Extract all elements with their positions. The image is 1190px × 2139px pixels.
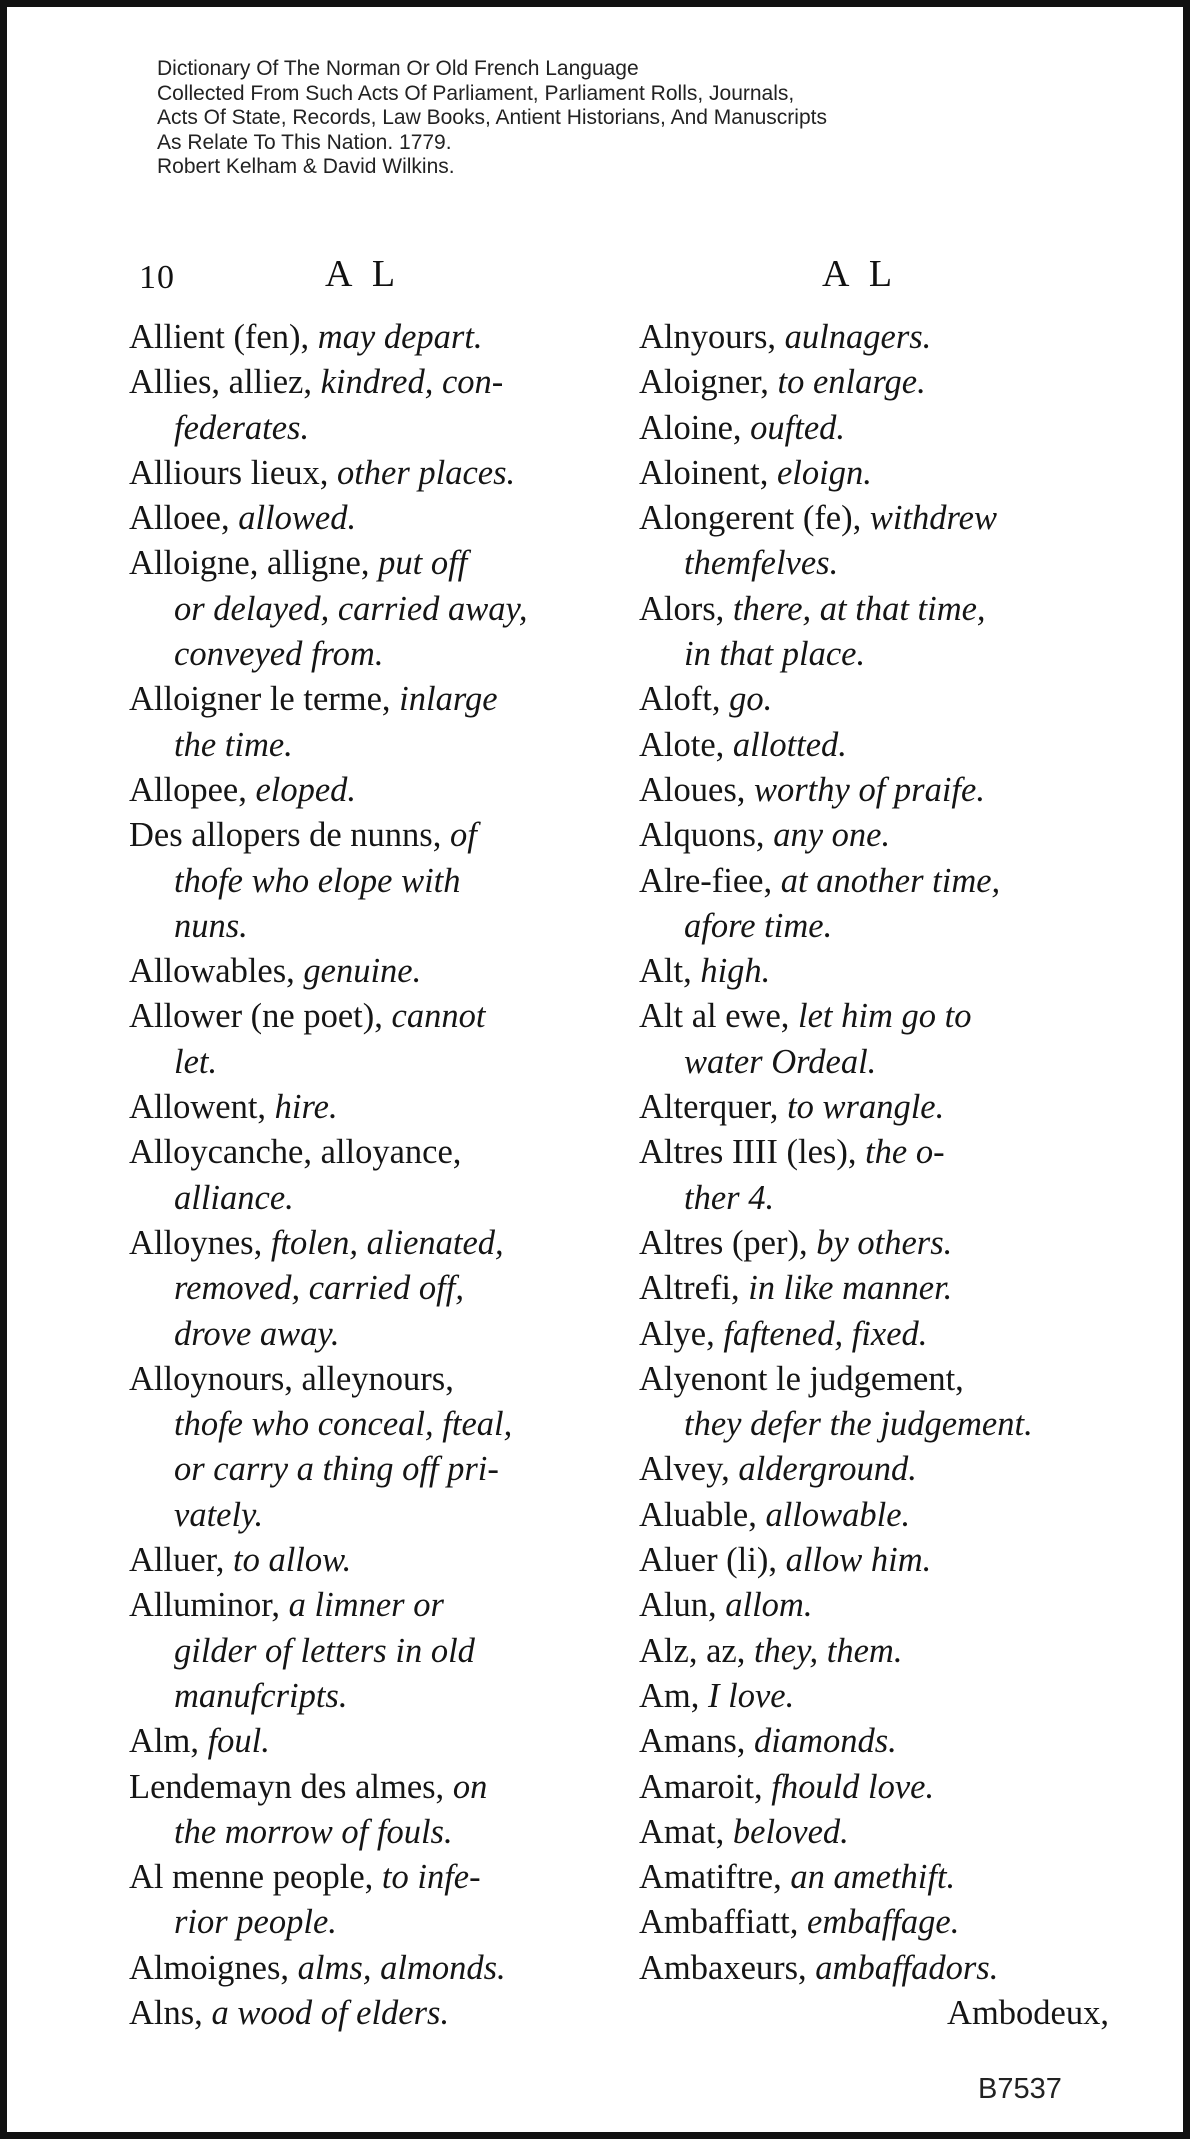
entry-term: Alre-fiee, bbox=[639, 861, 781, 900]
entry-term: Allient (fen), bbox=[129, 318, 318, 356]
entry-continuation bbox=[129, 1402, 599, 1447]
dictionary-entry bbox=[639, 949, 1109, 994]
entry-term: Allower (ne poet), bbox=[129, 997, 392, 1036]
entry-gloss: themfelves. bbox=[684, 544, 839, 583]
dictionary-entry bbox=[639, 813, 1109, 858]
dictionary-entry bbox=[129, 1583, 599, 1628]
entry-term: Alz, az, bbox=[639, 1631, 754, 1670]
dictionary-entry bbox=[129, 677, 599, 722]
dictionary-entry bbox=[639, 1130, 1109, 1175]
entry-term: Alye, bbox=[639, 1314, 724, 1353]
entry-term: Aloigner, bbox=[639, 363, 778, 402]
caption-line: Robert Kelham & David Wilkins. bbox=[157, 155, 455, 178]
dictionary-entry bbox=[639, 768, 1109, 813]
entry-gloss: or delayed, carried away, bbox=[174, 589, 528, 628]
entry-term: Al menne people, bbox=[129, 1858, 382, 1897]
entry-continuation bbox=[639, 632, 1109, 677]
entry-gloss: kindred, con- bbox=[320, 363, 504, 402]
entry-gloss: eloped. bbox=[255, 770, 357, 809]
entry-continuation bbox=[639, 541, 1109, 586]
entry-gloss: put off bbox=[378, 544, 468, 583]
entry-continuation bbox=[639, 904, 1109, 949]
entry-term: Alns, bbox=[129, 1993, 212, 2032]
entry-gloss: beloved. bbox=[732, 1812, 849, 1851]
dictionary-entry bbox=[129, 1855, 599, 1900]
entry-gloss: withdrew bbox=[869, 499, 998, 538]
entry-gloss: fhould love. bbox=[771, 1767, 935, 1806]
entry-gloss: federates. bbox=[174, 408, 310, 447]
entry-gloss: let. bbox=[174, 1042, 218, 1081]
entry-term: Alquons, bbox=[639, 816, 774, 855]
entry-term: Alm, bbox=[129, 1722, 208, 1761]
entry-continuation bbox=[129, 1629, 599, 1674]
entry-continuation bbox=[129, 1810, 599, 1855]
entry-term: Alors, bbox=[639, 589, 733, 628]
entry-gloss: in like manner. bbox=[748, 1269, 953, 1308]
entry-term: Alluer, bbox=[129, 1541, 234, 1580]
entry-gloss: thofe who conceal, fteal, bbox=[174, 1405, 513, 1444]
entry-gloss: a wood of elders. bbox=[211, 1993, 450, 2032]
entry-gloss: allowed. bbox=[238, 499, 357, 538]
dictionary-entry bbox=[639, 1583, 1109, 1628]
dictionary-entry bbox=[639, 406, 1109, 451]
right-column bbox=[639, 315, 1109, 2036]
entry-gloss: embaffage. bbox=[807, 1903, 960, 1942]
entry-continuation bbox=[129, 1176, 599, 1221]
entry-term: Aloues, bbox=[639, 770, 754, 809]
entry-term: Alluminor, bbox=[129, 1586, 289, 1625]
caption-line: Dictionary Of The Norman Or Old French Language bbox=[157, 57, 639, 80]
dictionary-entry bbox=[639, 496, 1109, 541]
running-head-left: A L bbox=[325, 253, 402, 295]
dictionary-entry bbox=[129, 1130, 599, 1175]
caption-line: Collected From Such Acts Of Parliament, Parliament Rolls, Journals, bbox=[157, 81, 795, 105]
entry-gloss: or carry a thing off pri- bbox=[174, 1450, 499, 1489]
entry-term: Alloynours, alleynours, bbox=[129, 1359, 454, 1398]
entry-continuation bbox=[129, 1493, 599, 1538]
entry-gloss: an amethift. bbox=[790, 1858, 956, 1897]
entry-term: Alloigne, alligne, bbox=[129, 544, 379, 583]
entry-gloss: go. bbox=[729, 680, 773, 719]
entry-term: Alloee, bbox=[129, 499, 239, 538]
entry-continuation bbox=[129, 1447, 599, 1492]
entry-term: Altrefi, bbox=[639, 1269, 749, 1308]
entry-continuation bbox=[129, 406, 599, 451]
entry-term: Alloynes, bbox=[129, 1223, 271, 1262]
catalog-number: B7537 bbox=[978, 2073, 1062, 2105]
dictionary-entry bbox=[639, 360, 1109, 405]
entry-term: Am, bbox=[639, 1676, 708, 1715]
entry-term: Amaroit, bbox=[639, 1767, 772, 1806]
dictionary-entry bbox=[129, 1765, 599, 1810]
entry-gloss: inlarge bbox=[399, 680, 498, 719]
entry-gloss: alliance. bbox=[174, 1178, 294, 1217]
entry-term: Alloycanche, alloyance, bbox=[129, 1133, 462, 1172]
entry-gloss: allowable. bbox=[765, 1495, 911, 1534]
entry-gloss: faftened, fixed. bbox=[723, 1314, 928, 1353]
entry-gloss: to enlarge. bbox=[777, 363, 926, 402]
entry-gloss: water Ordeal. bbox=[684, 1042, 877, 1081]
entry-term: Alt, bbox=[639, 952, 701, 991]
dictionary-entry bbox=[639, 1810, 1109, 1855]
dictionary-entry bbox=[639, 677, 1109, 722]
entry-term: Alt al ewe, bbox=[639, 997, 799, 1036]
dictionary-entry bbox=[639, 1900, 1109, 1945]
entry-term: Des allopers de nunns, bbox=[129, 816, 450, 855]
entry-gloss: eloign. bbox=[776, 453, 872, 492]
left-column bbox=[129, 315, 599, 2036]
dictionary-entry bbox=[129, 949, 599, 994]
dictionary-entry bbox=[129, 1085, 599, 1130]
entry-gloss: they defer the judgement. bbox=[684, 1405, 1033, 1444]
entry-gloss: on bbox=[452, 1767, 488, 1806]
entry-term: Aloine, bbox=[639, 408, 751, 447]
dictionary-entry bbox=[129, 541, 599, 586]
entry-gloss: by others. bbox=[816, 1223, 953, 1262]
dictionary-entry bbox=[639, 1447, 1109, 1492]
entry-term: Alliours lieux, bbox=[129, 453, 337, 492]
entry-term: Alnyours, bbox=[639, 318, 785, 356]
dictionary-entry bbox=[129, 768, 599, 813]
entry-gloss: afore time. bbox=[684, 906, 833, 945]
running-head-right: A L bbox=[822, 253, 899, 295]
entry-term: Altres IIII (les), bbox=[639, 1133, 866, 1172]
dictionary-entry bbox=[129, 1357, 599, 1402]
entry-term: Lendemayn des almes, bbox=[129, 1767, 453, 1806]
entry-term: Ambaffiatt, bbox=[639, 1903, 807, 1942]
entry-gloss: nuns. bbox=[174, 906, 248, 945]
dictionary-entry bbox=[129, 994, 599, 1039]
entry-continuation bbox=[639, 1402, 1109, 1447]
entry-gloss: let him go to bbox=[798, 997, 972, 1036]
entry-gloss: alderground. bbox=[738, 1450, 917, 1489]
entry-gloss: the time. bbox=[174, 725, 293, 764]
dictionary-entry bbox=[129, 1221, 599, 1266]
entry-continuation bbox=[129, 904, 599, 949]
entry-continuation bbox=[129, 859, 599, 904]
entry-gloss: the morrow of fouls. bbox=[174, 1812, 453, 1851]
entry-continuation bbox=[129, 1900, 599, 1945]
entry-gloss: allow him. bbox=[785, 1541, 932, 1580]
entry-gloss: a limner or bbox=[288, 1586, 444, 1625]
dictionary-entry bbox=[129, 1991, 599, 2036]
dictionary-entry bbox=[639, 1765, 1109, 1810]
dictionary-entry bbox=[129, 1946, 599, 1991]
entry-term: Amat, bbox=[639, 1812, 733, 1851]
dictionary-entry bbox=[639, 1357, 1109, 1402]
dictionary-entry bbox=[639, 1719, 1109, 1764]
page-number: 10 bbox=[139, 259, 175, 296]
caption-line: As Relate To This Nation. 1779. bbox=[157, 130, 452, 154]
entry-term: Alyenont le judgement, bbox=[639, 1359, 964, 1398]
entry-term: Allowables, bbox=[129, 952, 304, 991]
entry-term: Alongerent (fe), bbox=[639, 499, 870, 538]
entry-gloss: to infe- bbox=[381, 1858, 481, 1897]
entry-gloss: ftolen, alienated, bbox=[270, 1223, 504, 1262]
dictionary-entry bbox=[129, 496, 599, 541]
dictionary-entry bbox=[639, 1538, 1109, 1583]
entry-gloss: in that place. bbox=[684, 635, 866, 674]
entry-gloss: worthy of praife. bbox=[754, 770, 985, 809]
dictionary-entry bbox=[639, 587, 1109, 632]
dictionary-entry bbox=[639, 859, 1109, 904]
entry-gloss: at another time, bbox=[780, 861, 1001, 900]
dictionary-entry bbox=[639, 1493, 1109, 1538]
entry-term: Alterquer, bbox=[639, 1088, 788, 1127]
entry-gloss: manufcripts. bbox=[174, 1676, 348, 1715]
dictionary-entry bbox=[639, 1085, 1109, 1130]
entry-continuation bbox=[129, 1674, 599, 1719]
dictionary-entry bbox=[639, 723, 1109, 768]
entry-gloss: high. bbox=[700, 952, 771, 991]
dictionary-entry bbox=[639, 1855, 1109, 1900]
entry-gloss: to allow. bbox=[233, 1541, 352, 1580]
entry-term: Aluable, bbox=[639, 1495, 766, 1534]
entry-gloss: diamonds. bbox=[754, 1722, 897, 1761]
entry-continuation bbox=[129, 1266, 599, 1311]
caption-line: Acts Of State, Records, Law Books, Antient Historians, And Manuscripts bbox=[157, 106, 827, 129]
entry-gloss: there, at that time, bbox=[732, 589, 986, 628]
entry-term: Allowent, bbox=[129, 1088, 275, 1127]
dictionary-entry bbox=[639, 994, 1109, 1039]
dictionary-entry bbox=[129, 1719, 599, 1764]
dictionary-entry bbox=[129, 315, 599, 360]
entry-term: Alvey, bbox=[639, 1450, 739, 1489]
entry-gloss: ther 4. bbox=[684, 1178, 775, 1217]
entry-term: Amatiftre, bbox=[639, 1858, 791, 1897]
entry-term: Aluer (li), bbox=[639, 1541, 786, 1580]
entry-gloss: rior people. bbox=[174, 1903, 337, 1942]
entry-continuation bbox=[129, 1312, 599, 1357]
entry-gloss: drove away. bbox=[174, 1314, 340, 1353]
dictionary-entry bbox=[639, 451, 1109, 496]
entry-gloss: allom. bbox=[725, 1586, 813, 1625]
entry-gloss: they, them. bbox=[753, 1631, 903, 1670]
entry-term: Alun, bbox=[639, 1586, 726, 1625]
catchword: Ambodeux, bbox=[947, 1993, 1109, 2032]
entry-continuation bbox=[639, 1176, 1109, 1221]
entry-gloss: the o- bbox=[865, 1133, 945, 1172]
entry-gloss: hire. bbox=[274, 1088, 338, 1127]
entry-term: Aloinent, bbox=[639, 453, 777, 492]
entry-continuation bbox=[129, 632, 599, 677]
entry-term: Amans, bbox=[639, 1722, 754, 1761]
entry-gloss: thofe who elope with bbox=[174, 861, 461, 900]
entry-gloss: gilder of letters in old bbox=[174, 1631, 475, 1670]
entry-gloss: may depart. bbox=[317, 318, 483, 356]
entry-gloss: to wrangle. bbox=[787, 1088, 945, 1127]
entry-gloss: conveyed from. bbox=[174, 635, 384, 674]
entry-gloss: ambaffadors. bbox=[815, 1948, 999, 1987]
entry-continuation bbox=[129, 723, 599, 768]
entry-continuation bbox=[639, 1040, 1109, 1085]
dictionary-entry bbox=[639, 1629, 1109, 1674]
entry-gloss: vately. bbox=[174, 1495, 264, 1534]
entry-term: Allies, alliez, bbox=[129, 363, 321, 402]
dictionary-entry bbox=[639, 1946, 1109, 1991]
dictionary-entry bbox=[639, 1312, 1109, 1357]
entry-term: Altres (per), bbox=[639, 1223, 817, 1262]
entry-continuation bbox=[129, 1040, 599, 1085]
entry-gloss: alms, almonds. bbox=[297, 1948, 506, 1987]
entry-term: Aloft, bbox=[639, 680, 730, 719]
dictionary-entry bbox=[129, 360, 599, 405]
dictionary-entry bbox=[129, 813, 599, 858]
entry-gloss: genuine. bbox=[303, 952, 422, 991]
entry-gloss: aulnagers. bbox=[784, 318, 932, 356]
entry-gloss: other places. bbox=[336, 453, 516, 492]
entry-term: Alloigner le terme, bbox=[129, 680, 400, 719]
entry-term: Alote, bbox=[639, 725, 733, 764]
entry-term: Almoignes, bbox=[129, 1948, 298, 1987]
dictionary-entry bbox=[129, 1538, 599, 1583]
entry-gloss: allotted. bbox=[732, 725, 847, 764]
entry-gloss: cannot bbox=[391, 997, 486, 1036]
dictionary-entry bbox=[639, 1674, 1109, 1719]
dictionary-entry bbox=[639, 315, 1109, 360]
entry-term: Allopee, bbox=[129, 770, 256, 809]
entry-term: Ambaxeurs, bbox=[639, 1948, 816, 1987]
caption-block bbox=[157, 57, 827, 180]
dictionary-entry bbox=[639, 1266, 1109, 1311]
dictionary-entry bbox=[639, 1221, 1109, 1266]
entry-continuation bbox=[129, 587, 599, 632]
entry-gloss: oufted. bbox=[750, 408, 846, 447]
dictionary-entry bbox=[129, 451, 599, 496]
entry-gloss: any one. bbox=[773, 816, 891, 855]
entry-gloss: of bbox=[449, 816, 477, 855]
entry-gloss: removed, carried off, bbox=[174, 1269, 464, 1308]
entry-gloss: I love. bbox=[708, 1676, 795, 1715]
entry-gloss: foul. bbox=[207, 1722, 270, 1761]
